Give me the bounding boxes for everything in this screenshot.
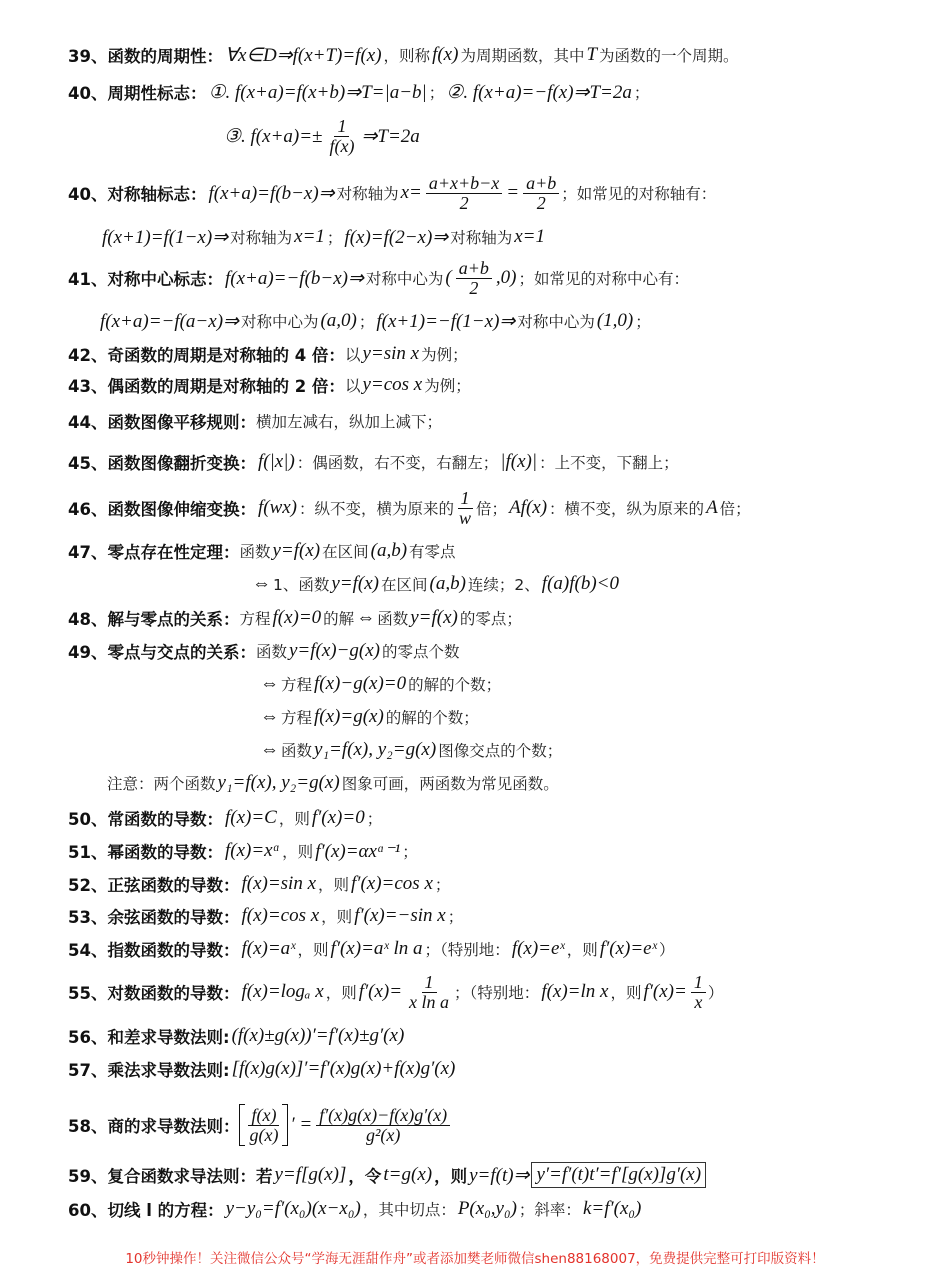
formula-row	[100, 217, 547, 257]
item-label: 40、周期性标志：	[68, 84, 207, 103]
denominator: x	[694, 991, 703, 1012]
text-segment: ；	[428, 84, 445, 102]
text-segment: 以	[344, 377, 361, 395]
item-label: 60、切线 l 的方程：	[68, 1201, 224, 1220]
formula-row	[68, 972, 723, 1012]
text-segment: 在区间	[381, 576, 428, 594]
formula-row	[107, 763, 559, 803]
item-label: 47、零点存在性定理：	[68, 543, 240, 562]
text-segment: 图象可画，两函数为常见函数。	[341, 775, 559, 793]
math-expression: y₁=f(x), y₂=g(x)	[314, 739, 437, 760]
text-segment: 为函数的一个周期。	[599, 47, 739, 65]
text-segment: 的解	[323, 610, 355, 628]
math-expression: |f(x)|	[500, 451, 538, 472]
text-segment: 对称轴为	[450, 229, 513, 247]
formula-row	[68, 1105, 452, 1145]
math-expression: f′(x)=	[358, 981, 403, 1002]
formula-row	[68, 401, 442, 441]
item-label: 40、对称轴标志：	[68, 185, 207, 204]
text-segment: ）	[658, 941, 675, 959]
math-expression: ⇔	[252, 573, 271, 594]
text-segment: ，则	[282, 843, 314, 861]
math-expression: ⇒T=2a	[361, 125, 420, 147]
text-segment: 对称中心为	[517, 313, 595, 331]
item-label: 59、复合函数求导法则：若	[68, 1167, 273, 1186]
denominator: x ln a	[409, 991, 450, 1012]
item-label: ，则	[434, 1167, 468, 1186]
text-segment: ，则	[321, 908, 353, 926]
item-label: 58、商的求导数法则：	[68, 1117, 240, 1136]
math-expression: f(x)=cos x	[241, 905, 320, 926]
text-segment: ：纵不变，横为原来的	[299, 500, 455, 518]
numerator: a+b	[523, 174, 559, 194]
math-expression: ①. f(x+a)=f(x+b)⇒T=|a−b|	[208, 81, 427, 103]
math-expression: y−y₀=f′(x₀)(x−x₀)	[225, 1198, 361, 1219]
formula-row	[68, 72, 649, 112]
math-expression: f(x)=f(2−x)⇒	[344, 226, 449, 248]
math-expression: f(x)=C	[224, 807, 277, 828]
text-segment: ，则	[325, 984, 357, 1002]
math-expression: y=cos x	[362, 374, 423, 395]
math-expression: ⇔	[356, 607, 376, 628]
formula-row	[68, 365, 471, 405]
text-segment: ，则	[278, 810, 310, 828]
math-expression: (a,0)	[320, 310, 357, 331]
item-label: 54、指数函数的导数：	[68, 941, 240, 960]
math-expression: k=f′(x₀)	[582, 1198, 642, 1219]
text-segment: 连续；2、	[467, 576, 540, 594]
formula-row	[68, 258, 689, 298]
denominator: 2	[469, 277, 479, 298]
item-label: 43、偶函数的周期是对称轴的 2 倍：	[68, 377, 345, 396]
text-segment: 对称轴为	[336, 185, 399, 203]
numerator: f(x)	[248, 1106, 279, 1126]
formula-row	[68, 488, 751, 528]
text-segment: ：上不变，下翻上；	[539, 454, 679, 472]
text-segment: 横加左减右，纵加上减下；	[255, 413, 442, 431]
numerator: 1	[334, 117, 349, 137]
fraction	[326, 117, 357, 156]
text-segment: ，则	[610, 984, 642, 1002]
text-segment: ，其中切点：	[362, 1201, 456, 1219]
text-segment: 1、函数	[273, 576, 330, 594]
formula-row	[68, 929, 674, 969]
denominator: w	[459, 507, 472, 528]
text-segment: ；如常见的对称轴有：	[561, 185, 717, 203]
math-expression: ⇔	[260, 739, 279, 760]
formula-row	[68, 1189, 643, 1229]
math-expression: f(x+a)=f(b−x)⇒	[208, 182, 335, 204]
text-segment: ，则	[318, 876, 350, 894]
math-expression: ′ =	[290, 1114, 313, 1135]
math-expression: f(x+1)=−f(1−x)⇒	[376, 310, 516, 332]
denominator: 2	[459, 192, 469, 213]
fraction	[456, 259, 492, 298]
text-segment: 方程	[239, 610, 271, 628]
text-segment: 图像交点的个数；	[438, 742, 563, 760]
text-segment: ；（特别地：	[424, 941, 510, 959]
item-label: 50、常函数的导数：	[68, 810, 223, 829]
math-expression: f(x)=logₐ x	[241, 981, 324, 1002]
text-segment: ，则	[566, 941, 598, 959]
math-expression: (	[445, 267, 452, 288]
math-expression: f(x)=ln x	[541, 981, 609, 1002]
math-expression: f′(x)=eˣ	[599, 938, 657, 959]
text-segment: 倍；	[719, 500, 751, 518]
item-label: 44、函数图像平移规则：	[68, 413, 256, 432]
text-segment: 函数	[239, 543, 271, 561]
math-expression: y₁=f(x), y₂=g(x)	[217, 772, 340, 793]
math-expression: f′(x)=αxᵅ⁻¹	[315, 840, 401, 862]
text-segment: ，则称	[383, 47, 431, 65]
text-segment: 以	[344, 346, 361, 364]
item-label: 42、奇函数的周期是对称轴的 4 倍：	[68, 346, 345, 365]
math-expression: (a,b)	[370, 540, 408, 561]
math-expression: f(x)=sin x	[241, 873, 317, 894]
promo-footer: 10秒钟操作！关注微信公众号“学海无涯甜作舟”或者添加樊老师微信shen88168007，免费提供完整可打印版资料！	[125, 1251, 825, 1267]
math-expression: ⇔	[260, 706, 279, 727]
denominator: f(x)	[329, 135, 355, 156]
math-expression: x=	[400, 182, 422, 203]
item-label: 41、对称中心标志：	[68, 270, 223, 289]
fraction	[456, 489, 474, 528]
math-expression: f(x+1)=f(1−x)⇒	[102, 226, 229, 248]
math-expression: f(x+a)=−f(a−x)⇒	[100, 310, 239, 332]
item-label: 55、对数函数的导数：	[68, 984, 240, 1003]
fraction	[316, 1106, 450, 1145]
math-expression: f(x)−g(x)=0	[314, 673, 407, 694]
text-segment: 的解的个数；	[408, 676, 502, 694]
math-expression: y=f(t)⇒	[469, 1164, 530, 1186]
math-expression: f(x)=aˣ	[241, 938, 296, 959]
math-expression: ②. f(x+a)=−f(x)⇒T=2a	[446, 81, 632, 103]
fraction	[426, 174, 502, 213]
text-segment: ；（特别地：	[454, 984, 540, 1002]
text-segment: ；	[633, 84, 650, 102]
text-segment: ；	[635, 313, 651, 331]
item-label: 49、零点与交点的关系：	[68, 643, 256, 662]
fraction	[691, 973, 706, 1012]
text-segment: 函数	[255, 643, 287, 661]
denominator: g(x)	[249, 1124, 279, 1145]
item-label: 45、函数图像翻折变换：	[68, 454, 256, 473]
fraction	[523, 174, 559, 213]
math-expression: =	[506, 182, 520, 203]
text-segment: 注意：两个函数	[107, 775, 216, 793]
text-segment: ：偶函数，右不变，右翻左；	[296, 454, 499, 472]
text-segment: ，则	[297, 941, 329, 959]
numerator: f′(x)g(x)−f(x)g′(x)	[316, 1106, 450, 1126]
text-segment: 函数	[281, 742, 313, 760]
item-label: 52、正弦函数的导数：	[68, 876, 240, 895]
text-segment: ；	[366, 810, 383, 828]
text-segment: ）	[707, 984, 724, 1002]
formula-row	[68, 1049, 457, 1089]
math-expression: x=1	[294, 226, 325, 247]
text-segment: 方程	[281, 676, 313, 694]
formula-row	[222, 116, 422, 156]
math-expression: ③. f(x+a)=±	[224, 125, 323, 147]
math-expression: f(x+a)=−f(b−x)⇒	[224, 267, 364, 289]
math-expression: [f(x)g(x)]′=f′(x)g(x)+f(x)g′(x)	[231, 1058, 456, 1079]
math-expression: ,0)	[495, 267, 517, 288]
item-label: 46、函数图像伸缩变换：	[68, 500, 256, 519]
text-segment: 的解的个数；	[385, 709, 479, 727]
math-expression: f(wx)	[257, 497, 298, 518]
text-segment: ；	[434, 876, 451, 894]
formula-row	[68, 442, 679, 482]
text-segment: ；	[358, 313, 375, 331]
item-label: ，令	[348, 1167, 382, 1186]
text-segment: 对称中心为	[365, 270, 444, 288]
text-segment: 函数	[377, 610, 409, 628]
math-expression: (a,b)	[429, 573, 466, 594]
math-expression: t=g(x)	[383, 1164, 433, 1185]
math-expression: f′(x)=aˣ ln a	[330, 938, 423, 959]
math-expression: y=f(x)	[410, 607, 458, 628]
text-segment: 的零点；	[459, 610, 522, 628]
math-expression: P(x₀,y₀)	[457, 1198, 517, 1219]
text-segment: ：横不变，纵为原来的	[549, 500, 705, 518]
item-label: 53、余弦函数的导数：	[68, 908, 240, 927]
text-segment: 对称中心为	[240, 313, 319, 331]
text-segment: 在区间	[322, 543, 369, 561]
math-expression: f(x)=xᵅ	[224, 840, 281, 861]
item-label: 48、解与零点的关系：	[68, 610, 240, 629]
math-expression: ⇔	[260, 673, 279, 694]
formula-row	[68, 35, 739, 75]
math-expression: f′(x)=cos x	[351, 873, 433, 894]
numerator: 1	[422, 973, 437, 993]
boxed-formula: y′=f′(t)t′=f′[g(x)]g′(x)	[531, 1162, 706, 1188]
math-expression: y=f[g(x)]	[274, 1164, 347, 1185]
math-expression: f(|x|)	[257, 451, 295, 472]
fraction	[406, 973, 452, 1012]
text-segment: 为例；	[421, 346, 468, 364]
text-segment: 有零点	[409, 543, 456, 561]
math-expression: y=sin x	[362, 343, 420, 364]
numerator: a+b	[456, 259, 492, 279]
item-label: 51、幂函数的导数：	[68, 843, 223, 862]
text-segment: ；	[402, 843, 418, 861]
text-segment: 倍；	[476, 500, 508, 518]
math-expression: T	[586, 44, 598, 65]
fraction	[246, 1106, 281, 1145]
denominator: 2	[536, 192, 546, 213]
item-label: 39、函数的周期性：	[68, 47, 223, 66]
item-label: 57、乘法求导数法则:	[68, 1061, 230, 1080]
math-expression: f(x)=eˣ	[511, 938, 565, 959]
math-expression: f′(x)=	[643, 981, 687, 1002]
text-segment: 的零点个数	[382, 643, 460, 661]
math-expression: f′(x)=−sin x	[354, 905, 446, 926]
denominator: g²(x)	[365, 1124, 401, 1145]
text-segment: ；	[326, 229, 343, 247]
formula-row	[68, 173, 716, 213]
math-expression: (f(x)±g(x))′=f′(x)±g′(x)	[231, 1025, 405, 1046]
text-segment: 为周期函数，其中	[460, 47, 585, 65]
math-expression: f(x)	[432, 44, 459, 65]
math-expression: (1,0)	[596, 310, 634, 331]
math-expression: ∀x∈D⇒f(x+T)=f(x)	[224, 44, 382, 66]
math-expression: Af(x)	[509, 497, 548, 518]
numerator: a+x+b−x	[426, 174, 502, 194]
item-label: 56、和差求导数法则:	[68, 1028, 230, 1047]
numerator: 1	[691, 973, 706, 993]
math-expression: f(a)f(b)<0	[541, 573, 619, 594]
math-expression: f(x)=0	[272, 607, 322, 628]
text-segment: 为例；	[424, 377, 471, 395]
text-segment: ；斜率：	[518, 1201, 581, 1219]
text-segment: 方程	[281, 709, 313, 727]
bracketed-fraction	[239, 1104, 288, 1147]
text-segment: ；如常见的对称中心有：	[518, 270, 689, 288]
math-expression: x=1	[514, 226, 545, 247]
math-expression: y=f(x)	[272, 540, 321, 561]
math-expression: A	[706, 497, 718, 518]
math-expression: f′(x)=0	[311, 807, 365, 828]
math-expression: f(x)=g(x)	[314, 706, 384, 727]
numerator: 1	[458, 489, 473, 509]
text-segment: 对称轴为	[230, 229, 293, 247]
math-expression: y=f(x)	[331, 573, 379, 594]
math-expression: y=f(x)−g(x)	[288, 640, 381, 661]
text-segment: ；	[447, 908, 464, 926]
